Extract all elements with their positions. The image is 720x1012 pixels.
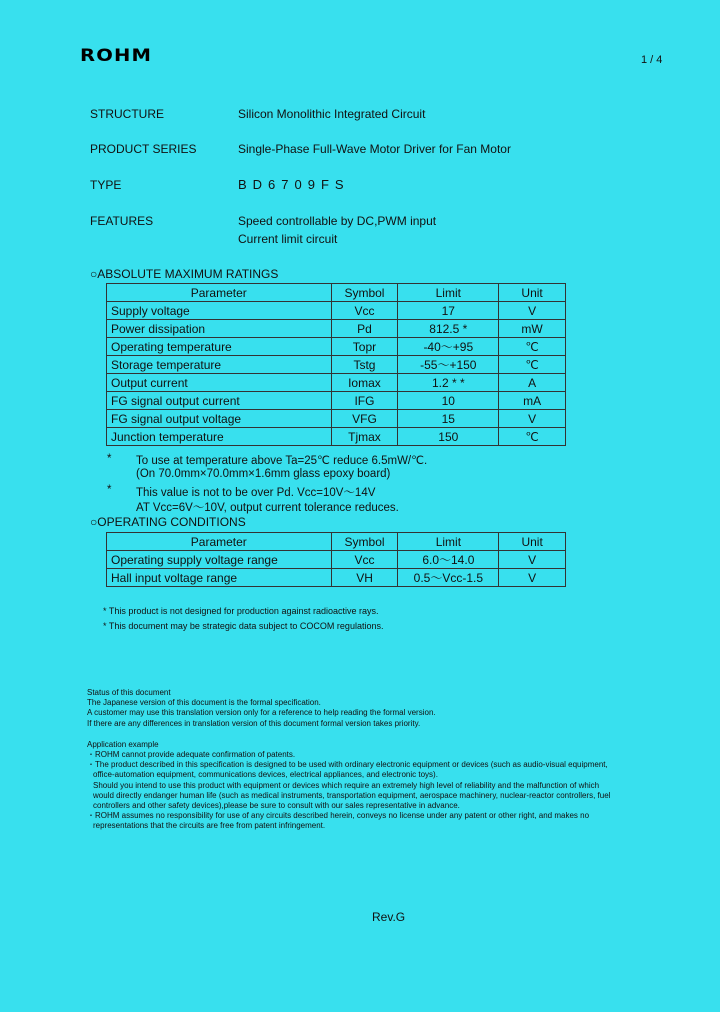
table-row (107, 356, 566, 374)
table-row (107, 338, 566, 356)
cell-limit: 10 (398, 392, 499, 410)
cell-symbol: Vcc (331, 302, 398, 320)
table-header-row (107, 533, 566, 551)
abs-max-title: ○ABSOLUTE MAXIMUM RATINGS (90, 267, 279, 281)
rohm-logo: ROHM (80, 46, 153, 66)
structure-value: Silicon Monolithic Integrated Circuit (238, 107, 426, 121)
op-cond-title: ○OPERATING CONDITIONS (90, 515, 246, 529)
note-mark: * (107, 453, 112, 465)
cell-parameter: Supply voltage (107, 302, 332, 320)
cell-unit: ℃ (499, 428, 566, 446)
application-line: ・ROHM assumes no responsibility for use of any circuits described herein, conveys no license under any patent or other right, and makes no (87, 811, 590, 821)
status-title: Status of this document (87, 688, 171, 697)
cell-symbol: Pd (331, 320, 398, 338)
cell-parameter: Storage temperature (107, 356, 332, 374)
table-header-row (107, 284, 566, 302)
cell-unit: V (499, 302, 566, 320)
note-mark: * (107, 484, 112, 496)
note-text: This value is not to be over Pd. Vcc=10V～14V (136, 487, 376, 499)
table-row (107, 569, 566, 587)
header-parameter: Parameter (107, 284, 332, 302)
application-line: office-automation equipment, communications devices, electrical appliances, and electronic toys). (93, 770, 438, 780)
cell-symbol: VFG (331, 410, 398, 428)
cell-unit: mA (499, 392, 566, 410)
header-unit: Unit (499, 284, 566, 302)
cell-limit: 0.5～Vcc-1.5 (398, 569, 499, 587)
header-symbol: Symbol (331, 284, 398, 302)
features-label: FEATURES (90, 214, 154, 228)
cell-limit: 17 (398, 302, 499, 320)
cell-parameter: Power dissipation (107, 320, 332, 338)
cell-symbol: Tstg (331, 356, 398, 374)
table-row (107, 392, 566, 410)
cell-limit: 150 (398, 428, 499, 446)
fine-print (87, 688, 610, 832)
cell-symbol: Iomax (331, 374, 398, 392)
table-row (107, 551, 566, 569)
cell-unit: V (499, 551, 566, 569)
cell-parameter: FG signal output voltage (107, 410, 332, 428)
cell-unit: ℃ (499, 356, 566, 374)
cell-unit: mW (499, 320, 566, 338)
cell-parameter: Junction temperature (107, 428, 332, 446)
op-cond-table (106, 532, 566, 587)
header-unit: Unit (499, 533, 566, 551)
application-line: ・The product described in this specification is designed to be used with ordinary electronic equipment or devices (such as audio-visual equipment, (87, 760, 608, 770)
note-text: (On 70.0mm×70.0mm×1.6mm glass epoxy board) (136, 468, 391, 480)
application-title: Application example (87, 739, 159, 749)
cell-limit: 1.2 * * (398, 374, 499, 392)
cell-parameter: FG signal output current (107, 392, 332, 410)
table-row (107, 374, 566, 392)
cell-parameter: Operating temperature (107, 338, 332, 356)
cell-limit: 15 (398, 410, 499, 428)
remark-text: * This document may be strategic data subject to COCOM regulations. (103, 621, 384, 631)
cell-unit: V (499, 569, 566, 587)
status-line: A customer may use this translation version only for a reference to help reading the formal version. (87, 708, 436, 718)
cell-unit: ℃ (499, 338, 566, 356)
remark-text: * This product is not designed for production against radioactive rays. (103, 606, 379, 616)
product-series-label: PRODUCT SERIES (90, 142, 197, 156)
feature-item: Current limit circuit (238, 232, 338, 246)
cell-limit: 812.5 * (398, 320, 499, 338)
table-row (107, 302, 566, 320)
cell-limit: -40～+95 (398, 338, 499, 356)
cell-symbol: Topr (331, 338, 398, 356)
application-line: controllers and other safety devices),please be sure to consult with our sales representative in advance. (93, 801, 460, 811)
table-row (107, 320, 566, 338)
header-limit: Limit (398, 533, 499, 551)
revision-label: Rev.G (372, 910, 406, 924)
note-text: To use at temperature above Ta=25℃ reduce 6.5mW/℃. (136, 455, 428, 467)
application-line: ・ROHM cannot provide adequate confirmation of patents. (87, 750, 296, 760)
structure-label: STRUCTURE (90, 107, 164, 121)
status-line: If there are any differences in translation version of this document formal version takes priority. (87, 718, 421, 728)
header-limit: Limit (398, 284, 499, 302)
application-line: would directly endanger human life (such as medical instruments, transportation equipment, aerospace machinery, nuclear-reactor controllers, fuel (93, 790, 611, 800)
cell-symbol: VH (331, 569, 398, 587)
cell-unit: A (499, 374, 566, 392)
header-symbol: Symbol (331, 533, 398, 551)
cell-limit: -55～+150 (398, 356, 499, 374)
cell-symbol: Vcc (331, 551, 398, 569)
cell-limit: 6.0～14.0 (398, 551, 499, 569)
cell-parameter: Operating supply voltage range (107, 551, 332, 569)
page-number: 1 / 4 (641, 54, 663, 66)
product-series-value: Single-Phase Full-Wave Motor Driver for Fan Motor (238, 142, 511, 156)
abs-max-table (106, 283, 566, 446)
type-value: BD6709FS (238, 177, 350, 192)
status-line: The Japanese version of this document is the formal specification. (87, 698, 321, 708)
feature-item: Speed controllable by DC,PWM input (238, 214, 437, 228)
note-text: AT Vcc=6V～10V, output current tolerance reduces. (136, 502, 399, 514)
cell-symbol: IFG (331, 392, 398, 410)
cell-symbol: Tjmax (331, 428, 398, 446)
application-line: Should you intend to use this product with equipment or devices which require an extremely high level of reliability and the malfunction of which (93, 780, 600, 790)
cell-unit: V (499, 410, 566, 428)
table-row (107, 410, 566, 428)
table-row (107, 428, 566, 446)
cell-parameter: Hall input voltage range (107, 569, 332, 587)
cell-parameter: Output current (107, 374, 332, 392)
type-label: TYPE (90, 178, 122, 192)
header-parameter: Parameter (107, 533, 332, 551)
application-line: representations that the circuits are free from patent infringement. (93, 821, 326, 831)
